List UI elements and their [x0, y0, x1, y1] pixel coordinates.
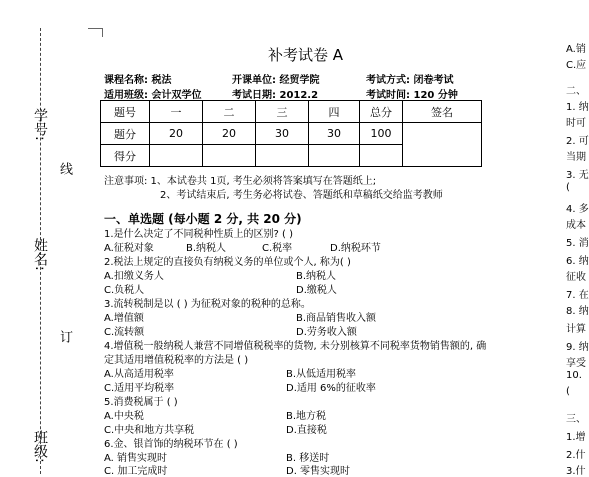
notes-line-1: 注意事项: 1、本试卷共 1页, 考生必须将答案填写在答题纸上; — [104, 176, 377, 187]
course-name: 课程名称: 税法 — [104, 75, 172, 86]
option: C.中央和地方共享税 — [104, 425, 195, 436]
score-entry-cell[interactable] — [256, 145, 309, 167]
right-column-fragment: 1.增 — [566, 432, 586, 443]
table-header-cell: 三 — [256, 101, 309, 123]
score-table — [100, 100, 482, 167]
table-cell: 20 — [203, 123, 256, 145]
table-cell: 20 — [150, 123, 203, 145]
right-column-fragment: ( — [566, 386, 570, 397]
option: C.适用平均税率 — [104, 383, 175, 394]
question-2: 2.税法上规定的直接负有纳税义务的单位或个人, 称为( ) — [104, 257, 351, 268]
right-column-fragment: 计算 — [566, 324, 586, 335]
question-4-cont: 定其适用增值税税率的方法是 ( ) — [104, 355, 249, 366]
right-column-fragment: 2. 可 — [566, 136, 589, 147]
table-header-cell: 四 — [309, 101, 360, 123]
right-column-fragment: 2.什 — [566, 450, 586, 461]
table-header-cell: 题号 — [101, 101, 150, 123]
right-column-fragment: 1. 纳 — [566, 102, 589, 113]
exam-title: 补考试卷 A — [268, 46, 344, 64]
option: A.中央税 — [104, 411, 144, 422]
table-header-cell: 总分 — [360, 101, 403, 123]
right-column-fragment: C.应 — [566, 60, 587, 71]
right-column-fragment: 成本 — [566, 220, 586, 231]
right-column-fragment: ( — [566, 182, 570, 193]
option: B.商品销售收入额 — [296, 313, 377, 324]
option: C. 加工完成时 — [104, 466, 168, 477]
notes-line-2: 2、考试结束后, 考生务必将试卷、答题纸和草稿纸交给监考教师 — [160, 190, 443, 201]
right-column-fragment: 3. 无 — [566, 170, 589, 181]
table-cell: 得分 — [101, 145, 150, 167]
table-row — [101, 101, 482, 123]
option: D.适用 6%的征收率 — [286, 383, 376, 394]
table-header-cell: 签名 — [403, 101, 482, 123]
score-entry-cell[interactable] — [309, 145, 360, 167]
score-entry-cell[interactable] — [150, 145, 203, 167]
applicable-class: 适用班级: 会计双学位 — [104, 90, 202, 101]
table-row — [101, 123, 482, 145]
name-label: 姓名: — [32, 238, 48, 271]
option: B.地方税 — [286, 411, 327, 422]
right-column-fragment: 征收 — [566, 272, 586, 283]
option: D.纳税环节 — [330, 243, 381, 254]
question-1: 1.是什么决定了不同税种性质上的区别? ( ) — [104, 229, 294, 240]
right-column-fragment: 6. 纳 — [566, 256, 589, 267]
right-column-fragment: 8. 纳 — [566, 306, 589, 317]
exam-duration: 考试时间: 120 分钟 — [366, 90, 458, 101]
right-column-fragment: 二、 — [566, 86, 586, 97]
right-column-fragment: 9. 纳 — [566, 342, 589, 353]
right-column-fragment: 4. 多 — [566, 204, 589, 215]
right-column-fragment: 时可 — [566, 118, 586, 129]
option: D.缴税人 — [296, 285, 337, 296]
question-5: 5.消费税属于 ( ) — [104, 397, 178, 408]
right-column-fragment: 7. 在 — [566, 290, 589, 301]
option: A.扣缴义务人 — [104, 271, 164, 282]
exam-mode: 考试方式: 闭卷考试 — [366, 75, 454, 86]
option: D.劳务收入额 — [296, 327, 357, 338]
right-column-fragment: A.销 — [566, 44, 586, 55]
question-4: 4.增值税一般纳税人兼营不同增值税税率的货物, 未分别核算不同税率货物销售额的, 确 — [104, 341, 487, 352]
section-title-single-choice: 一、单选题 (每小题 2 分, 共 20 分) — [104, 212, 302, 226]
option: B.纳税人 — [186, 243, 227, 254]
table-cell: 题分 — [101, 123, 150, 145]
ding-mark: 订 — [57, 330, 72, 343]
score-entry-cell[interactable] — [360, 145, 403, 167]
right-column-fragment: 10. — [566, 370, 582, 381]
question-6: 6.金、银首饰的纳税环节在 ( ) — [104, 439, 238, 450]
score-entry-cell[interactable] — [203, 145, 256, 167]
option: B. 移送时 — [286, 453, 330, 464]
class-label: 班级: — [32, 430, 48, 463]
option: A. 销售实现时 — [104, 453, 168, 464]
option: A.从高适用税率 — [104, 369, 174, 380]
xian-mark: 线 — [57, 162, 72, 175]
option: D. 零售实现时 — [286, 466, 351, 477]
option: B.纳税人 — [296, 271, 337, 282]
table-cell: 30 — [309, 123, 360, 145]
right-column-fragment: 当期 — [566, 152, 586, 163]
option: B.从低适用税率 — [286, 369, 357, 380]
table-header-cell: 一 — [150, 101, 203, 123]
right-column-fragment: 三、 — [566, 414, 586, 425]
option: C.税率 — [262, 243, 293, 254]
option: A.增值额 — [104, 313, 144, 324]
table-header-cell: 二 — [203, 101, 256, 123]
option: D.直接税 — [286, 425, 327, 436]
question-3: 3.流转税制是以 ( ) 为征税对象的税种的总称。 — [104, 299, 311, 310]
option: C.流转额 — [104, 327, 145, 338]
table-cell: 30 — [256, 123, 309, 145]
option: C.负税人 — [104, 285, 145, 296]
option: A.征税对象 — [104, 243, 154, 254]
page-corner-mark — [88, 28, 103, 37]
table-cell: 100 — [360, 123, 403, 145]
right-column-fragment: 3.什 — [566, 466, 586, 477]
student-id-label: 学号: — [32, 108, 48, 141]
signature-cell[interactable] — [403, 123, 482, 167]
exam-date: 考试日期: 2012.2 — [232, 90, 319, 101]
right-column-fragment: 5. 消 — [566, 238, 589, 249]
right-column-fragment: 享受 — [566, 358, 586, 369]
offering-dept: 开课单位: 经贸学院 — [232, 75, 320, 86]
